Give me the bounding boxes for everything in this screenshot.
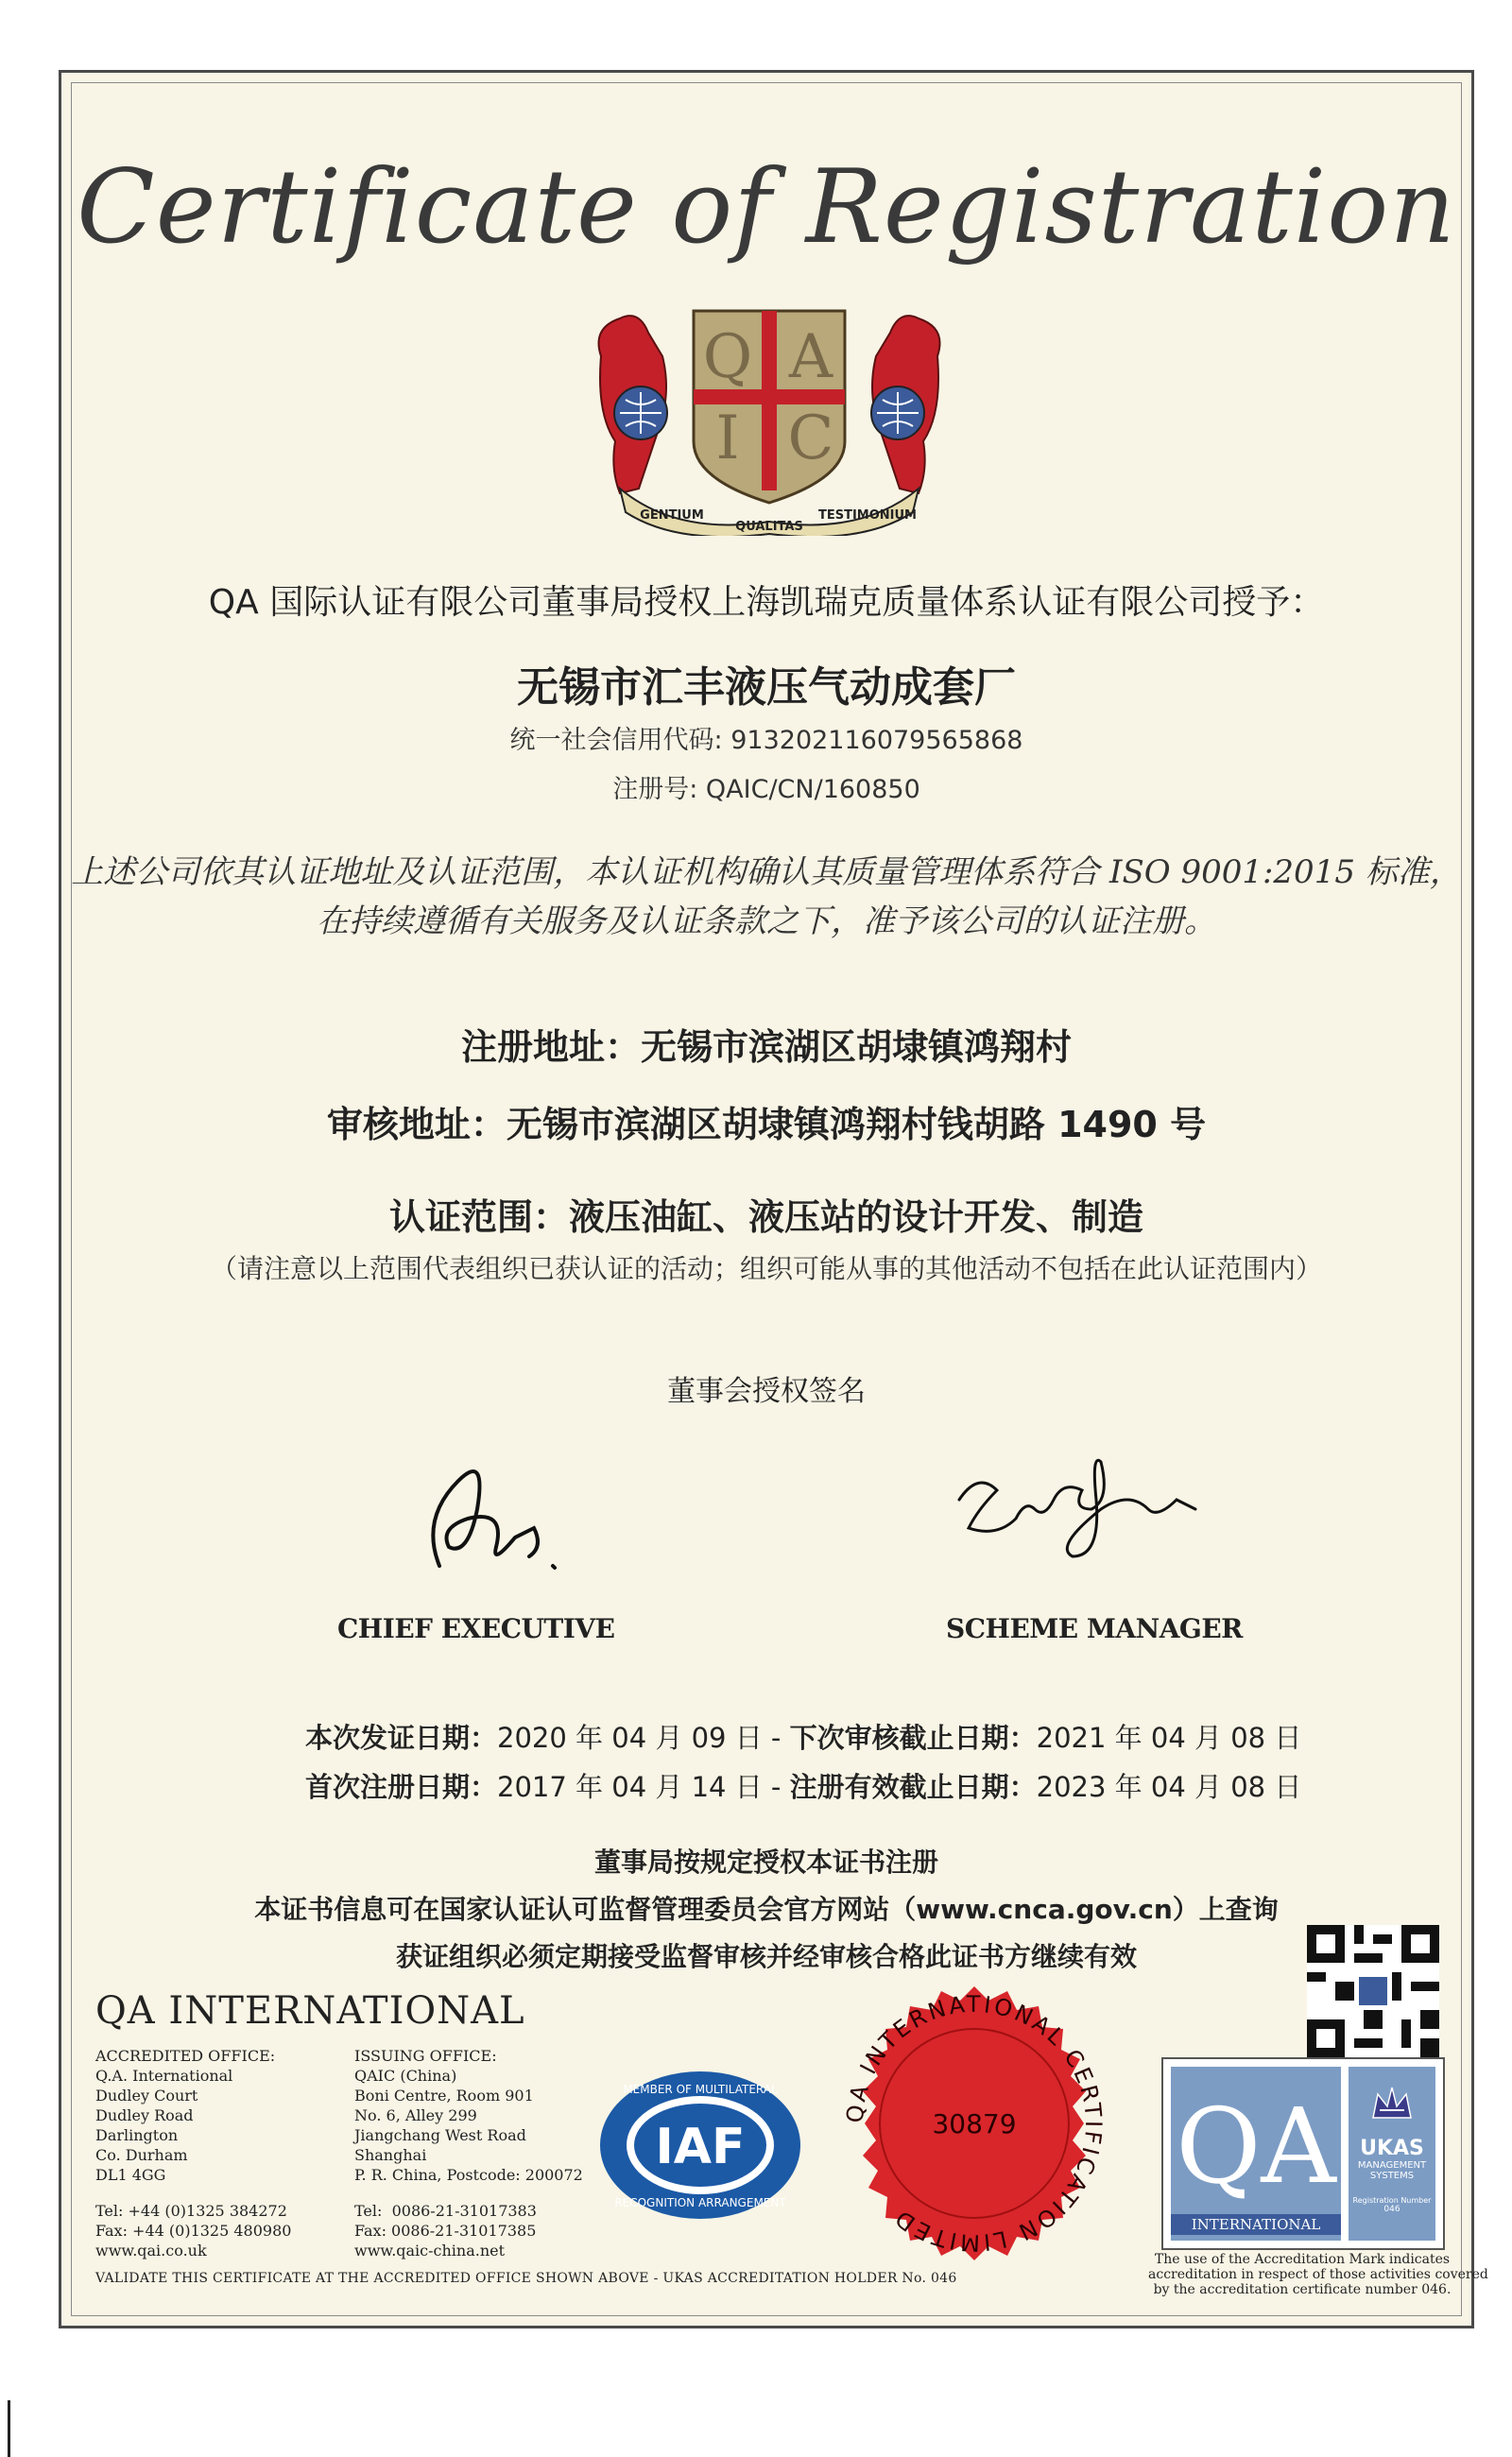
dates-row-2	[305, 1766, 1301, 1805]
crest-ribbon-center: QUALITAS	[735, 520, 803, 534]
footer-line-3: 获证组织必须定期接受监督审核并经审核合格此证书方继续有效	[395, 1941, 1137, 1972]
ukas-management: MANAGEMENT	[1357, 2160, 1427, 2171]
crest-letter-q: Q	[702, 322, 753, 392]
issuing-office: ISSUING OFFICE: QAIC (China) Boni Centre, Room 901 No. 6, Alley 299 Jiangchang West Road Shanghai P. R. China, Postcode: 200072	[354, 2047, 583, 2184]
ukas-panel	[1349, 2067, 1435, 2241]
iaf-logo	[596, 2065, 804, 2225]
seal-number: 30879	[932, 2108, 1017, 2139]
ukas-systems: SYSTEMS	[1369, 2171, 1415, 2181]
scope-note: （请注意以上范围代表组织已获认证的活动；组织可能从事的其他活动不包括在此认证范围内）	[210, 1253, 1322, 1284]
ukas-reg-label: Registration Number	[1352, 2196, 1432, 2205]
certification-scope: 认证范围：液压油缸、液压站的设计开发、制造	[388, 1196, 1143, 1238]
ukas-reg-number: 046	[1383, 2205, 1400, 2214]
registration-number: 注册号: QAIC/CN/160850	[612, 775, 920, 804]
iaf-bottom-text: RECOGNITION ARRANGEMENT	[614, 2196, 786, 2209]
certification-seal	[833, 1982, 1116, 2265]
statement-line-1: 上述公司依其认证地址及认证范围，本认证机构确认其质量管理体系符合 ISO 9001:2015 标准，	[71, 853, 1462, 891]
accredited-contact: Tel: +44 (0)1325 384272 Fax: +44 (0)1325 480980 www.qai.co.uk	[95, 2202, 292, 2259]
issuing-contact: Tel: 0086-21-31017383 Fax: 0086-21-31017385 www.qaic-china.net	[354, 2202, 537, 2259]
expiry-label: 注册有效截止日期：	[789, 1771, 1037, 1803]
ukas-mark	[1161, 2057, 1445, 2250]
company-name: 无锡市汇丰液压气动成套厂	[517, 663, 1016, 712]
ukas-note: The use of the Accreditation Mark indicates accreditation in respect of those activities covered by the accreditation certificate number 046.	[1148, 2252, 1488, 2297]
credit-code: 统一社会信用代码: 91320211607956586​8	[509, 726, 1023, 755]
expiry-date: 2023 年 04 月 08 日	[1036, 1771, 1302, 1803]
first-registration-label: 首次注册日期：	[305, 1771, 498, 1803]
crest-letter-a: A	[788, 322, 833, 392]
seal-ring-text: QA INTERNATIONAL CERTIFICATION LIMITED	[841, 1990, 1108, 2257]
issue-date: 2020 年 04 月 09 日 -	[497, 1722, 782, 1754]
ukas-international-text: INTERNATIONAL	[1171, 2214, 1341, 2235]
qr-code[interactable]	[1307, 1925, 1439, 2057]
ukas-text: UKAS	[1360, 2137, 1424, 2160]
crest-ribbon-left: GENTIUM	[640, 508, 704, 523]
dates-row-1	[305, 1717, 1301, 1756]
qaic-crest-logo	[582, 300, 956, 536]
iaf-text: IAF	[655, 2119, 746, 2175]
scheme-manager-title: SCHEME MANAGER	[946, 1613, 1243, 1644]
next-audit-label: 下次审核截止日期：	[789, 1722, 1037, 1754]
chief-executive-title: CHIEF EXECUTIVE	[337, 1613, 615, 1644]
footer-line-1: 董事局按规定授权本证书注册	[593, 1847, 938, 1878]
scheme-manager-signature	[940, 1443, 1224, 1575]
ukas-qa-letters: QA	[1176, 2086, 1336, 2207]
crown-icon	[1368, 2080, 1416, 2127]
signature-label: 董事会授权签名	[667, 1375, 866, 1408]
crest-ribbon-right: TESTIMONIUM	[817, 508, 918, 523]
registered-address: 注册地址：无锡市滨湖区胡埭镇鸿翔村	[460, 1026, 1072, 1068]
first-registration-date: 2017 年 04 月 14 日 -	[497, 1771, 782, 1803]
next-audit-date: 2021 年 04 月 08 日	[1036, 1722, 1302, 1754]
scan-edge-mark	[8, 2400, 10, 2457]
crest-letter-c: C	[787, 404, 834, 473]
accredited-office: ACCREDITED OFFICE: Q.A. International Dudley Court Dudley Road Darlington Co. Durham DL1 4GG	[95, 2047, 276, 2184]
authority-statement: QA 国际认证有限公司董事局授权上海凯瑞克质量体系认证有限公司授予：	[208, 583, 1325, 622]
certificate-paper	[59, 70, 1488, 2328]
validate-statement: VALIDATE THIS CERTIFICATE AT THE ACCREDITED OFFICE SHOWN ABOVE - UKAS ACCREDITATION HOLDER No. 046	[95, 2271, 957, 2286]
conformity-statement	[61, 848, 1471, 946]
issue-date-label: 本次发证日期：	[305, 1722, 498, 1754]
audit-address: 审核地址：无锡市滨湖区胡埭镇鸿翔村钱胡路 1490 号	[326, 1104, 1207, 1145]
iaf-top-text: MEMBER OF MULTILATERAL	[623, 2083, 778, 2096]
qa-international-logo: QA INTERNATIONAL	[95, 1989, 525, 2033]
certificate-title: Certificate of Registration	[77, 148, 1456, 266]
statement-line-2: 在持续遵循有关服务及认证条款之下，准予该公司的认证注册。	[317, 902, 1216, 940]
chief-executive-signature	[402, 1424, 591, 1585]
footer-line-2: 本证书信息可在国家认证认可监督管理委员会官方网站（www.cnca.gov.cn）上查询	[254, 1894, 1279, 1925]
crest-letter-i: I	[715, 404, 740, 473]
ukas-qa-panel	[1171, 2067, 1341, 2241]
